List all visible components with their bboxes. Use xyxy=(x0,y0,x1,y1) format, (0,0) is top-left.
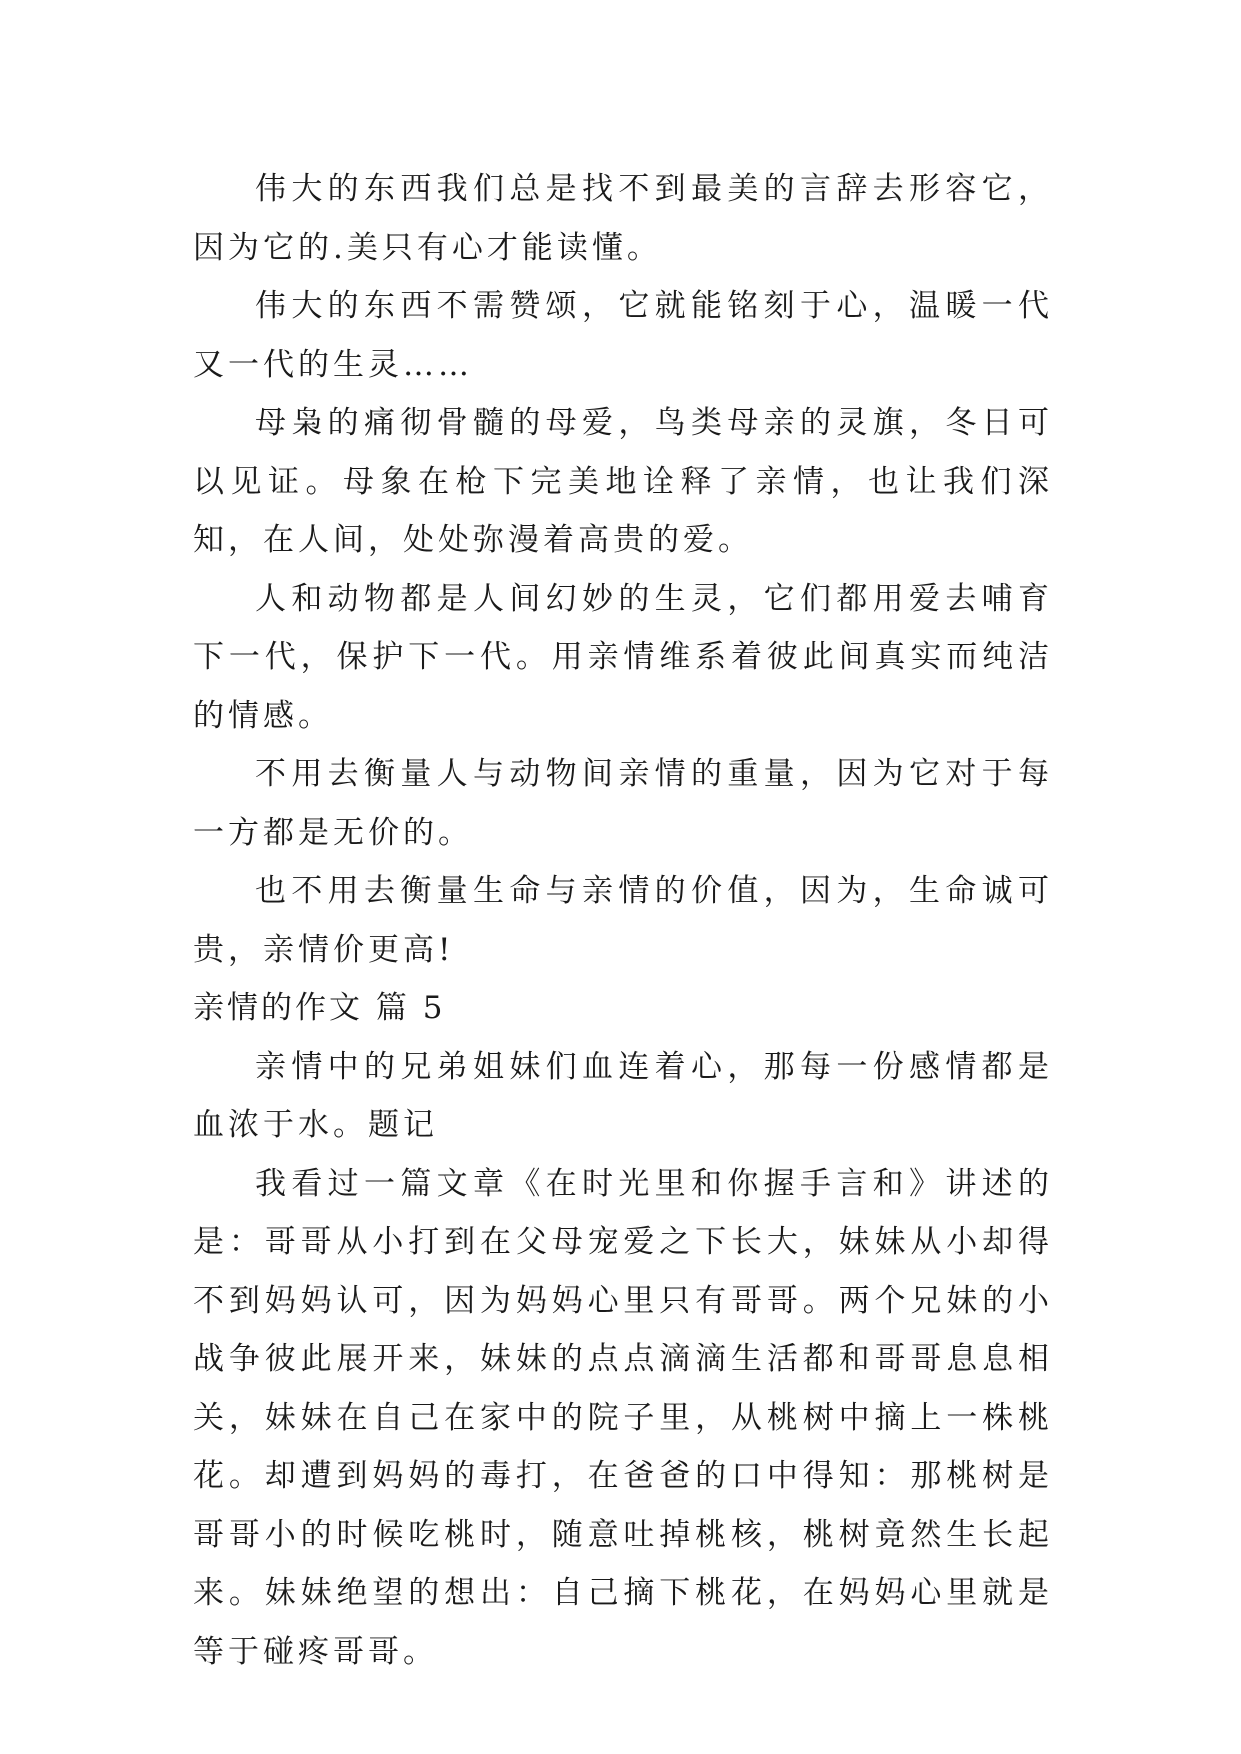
section-heading: 亲情的作文 篇 5 xyxy=(193,990,446,1026)
paragraph-8: 我看过一篇文章《在时光里和你握手言和》讲述的是：哥哥从小打到在父母宠爱之下长大，妹妹从小却得不到妈妈认可，因为妈妈心里只有哥哥。两个兄妹的小战争彼此展开来，妹妹的点点滴滴生活都和哥哥息息相关，妹妹在自己在家中的院子里，从桃树中摘上一株桃花。却遭到妈妈的毒打，在爸爸的口中得知：那桃树是哥哥小的时候吃桃时，随意吐掉桃核，桃树竟然生长起来。妹妹绝望的想出：自己摘下桃花，在妈妈心里就是等于碰疼哥哥。 xyxy=(193,1165,1053,1670)
document-page xyxy=(193,160,1053,1681)
paragraph-1: 伟大的东西我们总是找不到最美的言辞去形容它，因为它的.美只有心才能读懂。 xyxy=(193,171,1053,266)
paragraph-6: 也不用去衡量生命与亲情的价值，因为，生命诚可贵，亲情价更高! xyxy=(193,873,1053,968)
paragraph-5: 不用去衡量人与动物间亲情的重量，因为它对于每一方都是无价的。 xyxy=(193,756,1053,851)
paragraph-2: 伟大的东西不需赞颂，它就能铭刻于心，温暖一代又一代的生灵…… xyxy=(193,288,1053,383)
paragraph-7: 亲情中的兄弟姐妹们血连着心，那每一份感情都是血浓于水。题记 xyxy=(193,1048,1053,1143)
paragraph-4: 人和动物都是人间幻妙的生灵，它们都用爱去哺育下一代，保护下一代。用亲情维系着彼此间真实而纯洁的情感。 xyxy=(193,580,1053,734)
paragraph-3: 母枭的痛彻骨髓的母爱，鸟类母亲的灵旗，冬日可以见证。母象在枪下完美地诠释了亲情，也让我们深知，在人间，处处弥漫着高贵的爱。 xyxy=(193,405,1053,558)
